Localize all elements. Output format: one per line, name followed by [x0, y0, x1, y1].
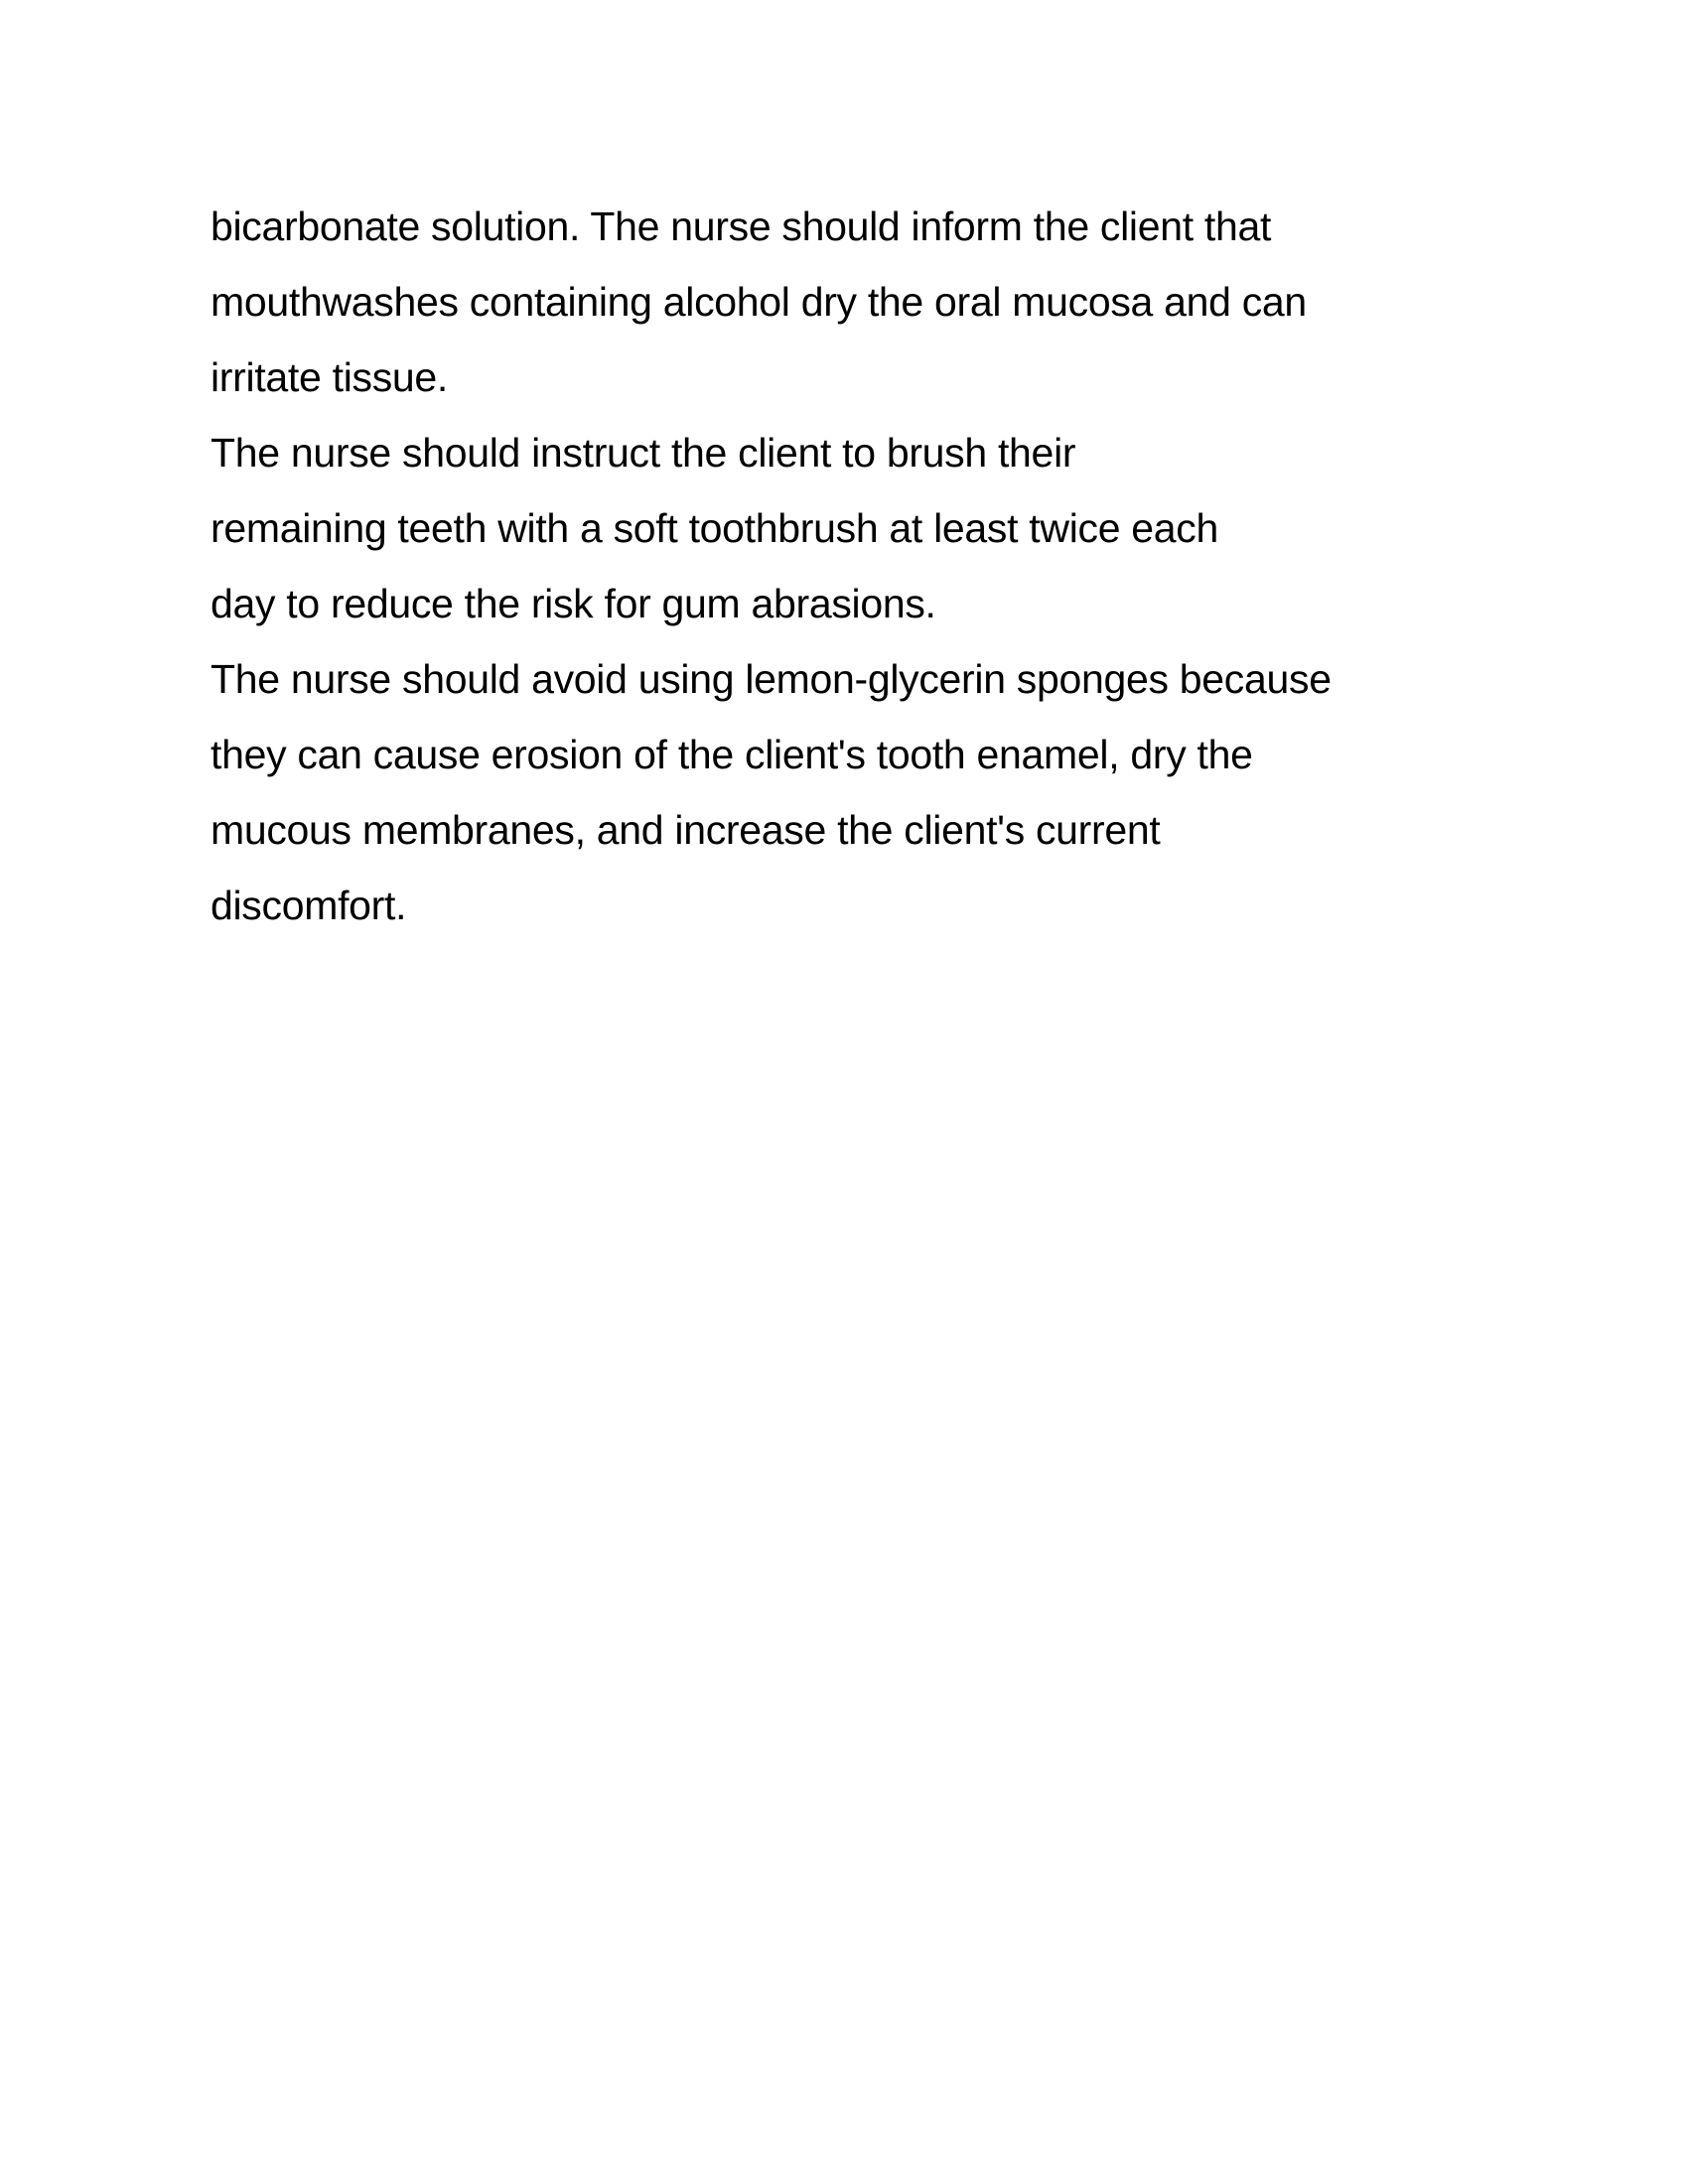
document-body [211, 189, 1501, 943]
text-line: remaining teeth with a soft toothbrush at least twice each [211, 505, 1219, 551]
text-line: The nurse should avoid using lemon-glycerin sponges because [211, 656, 1332, 702]
text-line: mucous membranes, and increase the client's current [211, 807, 1161, 853]
text-line: bicarbonate solution. The nurse should inform the client that [211, 204, 1272, 249]
text-line: discomfort. [211, 883, 407, 928]
text-line: irritate tissue. [211, 354, 448, 400]
text-line: day to reduce the risk for gum abrasions. [211, 581, 936, 626]
text-line: mouthwashes containing alcohol dry the oral mucosa and can [211, 279, 1307, 325]
text-line: they can cause erosion of the client's tooth enamel, dry the [211, 732, 1253, 777]
text-line: The nurse should instruct the client to brush their [211, 430, 1076, 476]
